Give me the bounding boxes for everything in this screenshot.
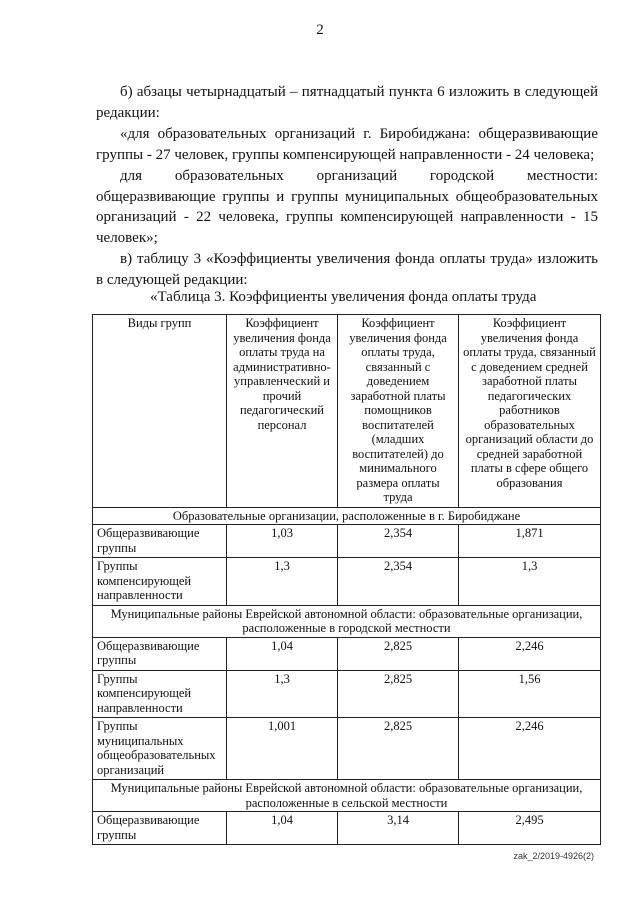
group-name: Общеразвивающие группы bbox=[93, 812, 227, 845]
table-row bbox=[93, 670, 601, 718]
value-cell: 1,3 bbox=[227, 670, 338, 718]
group-name: Общеразвивающие группы bbox=[93, 525, 227, 558]
paragraph-v: в) таблицу 3 «Коэффициенты увеличения фонда оплаты труда» изложить в следующей редакции: bbox=[96, 251, 598, 288]
section-title: Муниципальные районы Еврейской автономной области: образовательные организации, расположенные в городской местности bbox=[93, 605, 601, 637]
group-name: Общеразвивающие группы bbox=[93, 637, 227, 670]
document-footer-code: zak_2/2019-4926(2) bbox=[513, 851, 594, 861]
value-cell: 2,354 bbox=[338, 558, 459, 606]
value-cell: 2,246 bbox=[459, 718, 601, 780]
table-row bbox=[93, 558, 601, 606]
value-cell: 3,14 bbox=[338, 812, 459, 845]
value-cell: 2,825 bbox=[338, 718, 459, 780]
section-row bbox=[93, 780, 601, 812]
header-group-types: Виды групп bbox=[93, 315, 227, 508]
table-header-row bbox=[93, 315, 601, 508]
value-cell: 1,04 bbox=[227, 637, 338, 670]
section-title: Образовательные организации, расположенные в г. Биробиджане bbox=[93, 507, 601, 525]
value-cell: 1,001 bbox=[227, 718, 338, 780]
value-cell: 1,871 bbox=[459, 525, 601, 558]
value-cell: 1,3 bbox=[227, 558, 338, 606]
value-cell: 1,03 bbox=[227, 525, 338, 558]
value-cell: 2,246 bbox=[459, 637, 601, 670]
section-title: Муниципальные районы Еврейской автономной области: образовательные организации, расположенные в сельской местности bbox=[93, 780, 601, 812]
section-row bbox=[93, 507, 601, 525]
table-row bbox=[93, 718, 601, 780]
paragraph-urban: для образовательных организаций городской местности: общеразвивающие группы и группы муниципальных общеобразовательных организаций - 22 человека, группы компенсирующей направленности - 15 человек»; bbox=[96, 168, 598, 246]
table-row bbox=[93, 637, 601, 670]
value-cell: 2,825 bbox=[338, 670, 459, 718]
section-row bbox=[93, 605, 601, 637]
value-cell: 2,354 bbox=[338, 525, 459, 558]
value-cell: 2,825 bbox=[338, 637, 459, 670]
table-row bbox=[93, 812, 601, 845]
header-teacher-coefficient: Коэффициент увеличения фонда оплаты труда, связанный с доведением средней заработной платы педагогических работников образовательных организаций области до средней заработной платы в сфере общего образования bbox=[459, 315, 601, 508]
group-name: Группы муниципальных общеобразовательных организаций bbox=[93, 718, 227, 780]
header-admin-coefficient: Коэффициент увеличения фонда оплаты труда на административно-управленческий и прочий педагогический персонал bbox=[227, 315, 338, 508]
value-cell: 1,56 bbox=[459, 670, 601, 718]
group-name: Группы компенсирующей направленности bbox=[93, 558, 227, 606]
value-cell: 2,495 bbox=[459, 812, 601, 845]
header-assistant-coefficient: Коэффициент увеличения фонда оплаты труда, связанный с доведением заработной платы помощников воспитателей (младших воспитателей) до минимального размера оплаты труда bbox=[338, 315, 459, 508]
page-number: 2 bbox=[316, 22, 324, 38]
coefficients-table bbox=[92, 314, 601, 845]
group-name: Группы компенсирующей направленности bbox=[93, 670, 227, 718]
table-caption: «Таблица 3. Коэффициенты увеличения фонда оплаты труда bbox=[150, 289, 537, 305]
value-cell: 1,3 bbox=[459, 558, 601, 606]
paragraph-b: б) абзацы четырнадцатый – пятнадцатый пункта 6 изложить в следующей редакции: bbox=[96, 84, 598, 121]
value-cell: 1,04 bbox=[227, 812, 338, 845]
paragraph-birobidzhan: «для образовательных организаций г. Биробиджана: общеразвивающие группы - 27 человек, группы компенсирующей направленности - 24 человека; bbox=[96, 126, 598, 163]
table-row bbox=[93, 525, 601, 558]
